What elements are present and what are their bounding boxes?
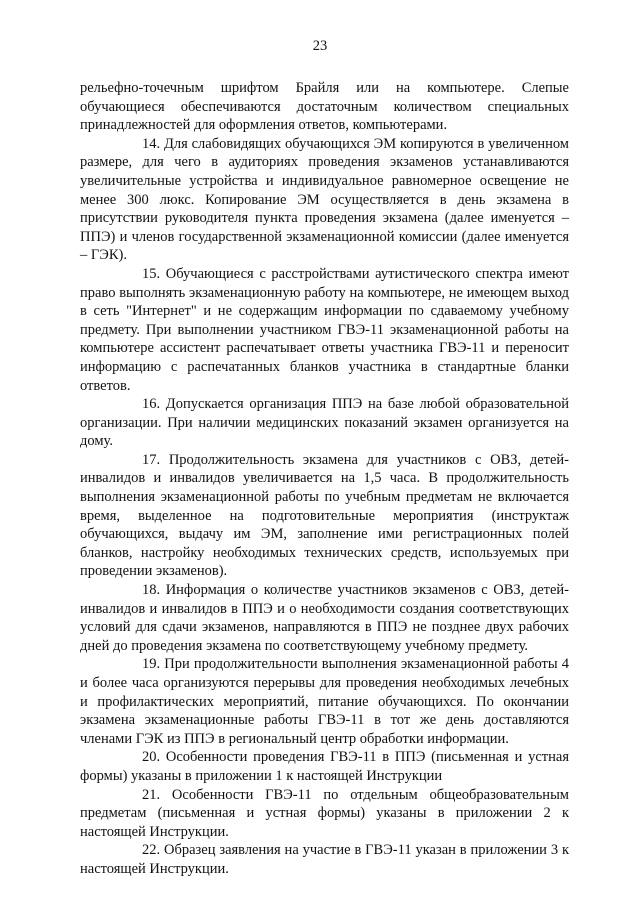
paragraph-16: 16. Допускается организация ППЭ на базе любой образовательной организации. При наличии медицинских показаний экзамен организуется на дому. — [80, 396, 569, 450]
document-body — [80, 79, 569, 879]
paragraph-15: 15. Обучающиеся с расстройствами аутистического спектра имеют право выполнять экзаменационную работу на компьютере, не имеющем выход в сеть "Интернет" и не содержащим информации по сдаваемому учебному предмету. При выполнении участником ГВЭ-11 экзаменационной работы на компьютере ассистент распечатывает ответы участника ГВЭ-11 и переносит информацию с распечатанных бланков участника в стандартные бланки ответов. — [80, 265, 569, 394]
paragraph-21: 21. Особенности ГВЭ-11 по отдельным общеобразовательным предметам (письменная и устная формы) указаны в приложении 2 к настоящей Инструкции. — [80, 786, 569, 840]
paragraph-17: 17. Продолжительность экзамена для участников с ОВЗ, детей-инвалидов и инвалидов увеличивается на 1,5 часа. В продолжительность выполнения экзаменационной работы по учебным предметам не включается время, выделенное на подготовительные мероприятия (инструктаж обучающихся, выдачу им ЭМ, заполнение ими регистрационных полей бланков, настройку необходимых технических средств, используемых при проведении экзаменов). — [80, 451, 569, 580]
paragraph-14: 14. Для слабовидящих обучающихся ЭМ копируются в увеличенном размере, для чего в аудиториях проведения экзаменов устанавливаются увеличительные устройства и индивидуальное равномерное освещение не менее 300 люкс. Копирование ЭМ осуществляется в день экзамена в присутствии руководителя пункта проведения экзамена (далее именуется – ППЭ) и членов государственной экзаменационной комиссии (далее именуется – ГЭК). — [80, 135, 569, 264]
paragraph-18: 18. Информация о количестве участников экзаменов с ОВЗ, детей-инвалидов и инвалидов в ППЭ и о необходимости создания соответствующих условий для сдачи экзаменов, направляются в ППЭ не позднее двух рабочих дней до проведения экзамена по соответствующему учебному предмету. — [80, 582, 569, 654]
paragraph-20: 20. Особенности проведения ГВЭ-11 в ППЭ (письменная и устная формы) указаны в приложении 1 к настоящей Инструкции — [80, 749, 569, 784]
paragraph-22: 22. Образец заявления на участие в ГВЭ-11 указан в приложении 3 к настоящей Инструкции. — [80, 842, 569, 877]
page-number: 23 — [312, 38, 328, 54]
paragraph-19: 19. При продолжительности выполнения экзаменационной работы 4 и более часа организуются перерывы для проведения необходимых лечебных и профилактических мероприятий, питание обучающихся. По окончании экзамена экзаменационные работы ГВЭ-11 в тот же день доставляются членами ГЭК из ППЭ в региональный центр обработки информации. — [80, 656, 569, 747]
paragraph-continuation: рельефно-точечным шрифтом Брайля или на компьютере. Слепые обучающиеся обеспечиваются достаточным количеством специальных принадлежностей для оформления ответов, компьютерами. — [80, 80, 569, 134]
